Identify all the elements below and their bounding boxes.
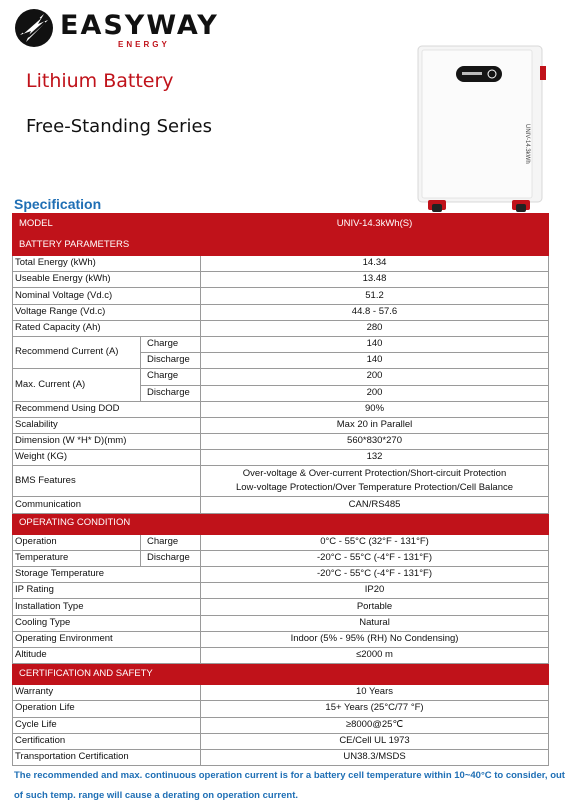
row-value: 14.34 xyxy=(201,256,549,272)
row-value: 44.8 - 57.6 xyxy=(201,304,549,320)
table-row xyxy=(13,401,549,417)
row-label: IP Rating xyxy=(13,583,201,599)
row-value xyxy=(201,466,549,497)
spec-table xyxy=(12,213,549,766)
table-row xyxy=(13,497,549,513)
row-sublabel: Charge xyxy=(141,336,201,352)
brand-name: EASYWAY xyxy=(60,10,219,41)
row-label: Certification xyxy=(13,733,201,749)
brand-logo-icon xyxy=(14,8,54,48)
table-row xyxy=(13,320,549,336)
row-label: Voltage Range (Vd.c) xyxy=(13,304,201,320)
row-label: Altitude xyxy=(13,647,201,663)
spec-title: Specification xyxy=(14,196,102,212)
section-operating-label: OPERATING CONDITION xyxy=(13,513,549,534)
brand-sub: ENERGY xyxy=(118,40,170,49)
row-value: Max 20 in Parallel xyxy=(201,417,549,433)
bms-line-1: Over-voltage & Over-current Protection/Short-circuit Protection xyxy=(242,468,507,480)
row-value: 140 xyxy=(201,353,549,369)
row-value: CE/Cell UL 1973 xyxy=(201,733,549,749)
section-header xyxy=(13,513,549,534)
table-row xyxy=(13,749,549,765)
table-row xyxy=(13,369,549,385)
row-value: 560*830*270 xyxy=(201,434,549,450)
row-label: Scalability xyxy=(13,417,201,433)
row-value: -20°C - 55°C (-4°F - 131°F) xyxy=(201,550,549,566)
table-row xyxy=(13,288,549,304)
table-row xyxy=(13,631,549,647)
table-row xyxy=(13,450,549,466)
row-label: BMS Features xyxy=(13,466,201,497)
battery-product-image xyxy=(412,44,552,214)
row-sublabel: Discharge xyxy=(141,353,201,369)
row-value: 140 xyxy=(201,336,549,352)
row-sublabel: Discharge xyxy=(141,385,201,401)
row-sublabel: Charge xyxy=(141,369,201,385)
row-label: Recommend Using DOD xyxy=(13,401,201,417)
row-label: Rated Capacity (Ah) xyxy=(13,320,201,336)
model-row xyxy=(13,214,549,235)
row-label: Communication xyxy=(13,497,201,513)
row-label: Temperature xyxy=(13,550,141,566)
table-row xyxy=(13,434,549,450)
row-value: UN38.3/MSDS xyxy=(201,749,549,765)
row-value: Portable xyxy=(201,599,549,615)
table-row xyxy=(13,534,549,550)
row-label: Transportation Certification xyxy=(13,749,201,765)
table-row xyxy=(13,272,549,288)
bms-line-2: Low-voltage Protection/Over Temperature Protection/Cell Balance xyxy=(235,481,514,493)
table-row xyxy=(13,336,549,352)
row-label: Cycle Life xyxy=(13,717,201,733)
row-value: CAN/RS485 xyxy=(201,497,549,513)
table-row xyxy=(13,466,549,497)
row-label: Recommend Current (A) xyxy=(13,336,141,368)
row-value: 132 xyxy=(201,450,549,466)
model-value: UNIV-14.3kWh(S) xyxy=(201,214,549,235)
row-label: Storage Temperature xyxy=(13,567,201,583)
series-title: Free-Standing Series xyxy=(26,116,212,137)
row-label: Operating Environment xyxy=(13,631,201,647)
table-row xyxy=(13,304,549,320)
row-value: 15+ Years (25°C/77 °F) xyxy=(201,701,549,717)
row-value: 200 xyxy=(201,385,549,401)
table-row xyxy=(13,599,549,615)
row-sublabel: Discharge xyxy=(141,550,201,566)
row-value: 10 Years xyxy=(201,685,549,701)
row-value: 90% xyxy=(201,401,549,417)
table-row xyxy=(13,417,549,433)
row-value: Indoor (5% - 95% (RH) No Condensing) xyxy=(201,631,549,647)
row-label: Useable Energy (kWh) xyxy=(13,272,201,288)
row-value: 0°C - 55°C (32°F - 131°F) xyxy=(201,534,549,550)
row-value: Natural xyxy=(201,615,549,631)
table-row xyxy=(13,685,549,701)
row-label: Cooling Type xyxy=(13,615,201,631)
table-row xyxy=(13,550,549,566)
section-header xyxy=(13,235,549,256)
row-value: ≥8000@25℃ xyxy=(201,717,549,733)
row-label: Warranty xyxy=(13,685,201,701)
row-label: Weight (KG) xyxy=(13,450,201,466)
product-title: Lithium Battery xyxy=(26,70,174,92)
row-value: 51.2 xyxy=(201,288,549,304)
row-label: Installation Type xyxy=(13,599,201,615)
row-label: Nominal Voltage (Vd.c) xyxy=(13,288,201,304)
row-value: ≤2000 m xyxy=(201,647,549,663)
table-row xyxy=(13,733,549,749)
row-label: Total Energy (kWh) xyxy=(13,256,201,272)
row-label: Operation xyxy=(13,534,141,550)
section-header xyxy=(13,664,549,685)
table-row xyxy=(13,615,549,631)
row-label: Dimension (W *H* D)(mm) xyxy=(13,434,201,450)
table-row xyxy=(13,567,549,583)
row-value: 200 xyxy=(201,369,549,385)
table-row xyxy=(13,647,549,663)
row-value: IP20 xyxy=(201,583,549,599)
battery-side-label: UNIV-14.3kWh xyxy=(524,124,530,164)
footnote: The recommended and max. continuous operation current is for a battery cell temperature within 10~40°C to consider, out of such temp. range will cause a derating on operation current. xyxy=(14,770,565,801)
section-certification-label: CERTIFICATION AND SAFETY xyxy=(13,664,549,685)
table-row xyxy=(13,717,549,733)
brand-logo xyxy=(14,8,219,52)
table-row xyxy=(13,256,549,272)
row-label: Max. Current (A) xyxy=(13,369,141,401)
table-row xyxy=(13,701,549,717)
row-value: 280 xyxy=(201,320,549,336)
row-label: Operation Life xyxy=(13,701,201,717)
model-label: MODEL xyxy=(13,214,201,235)
row-value: 13.48 xyxy=(201,272,549,288)
table-row xyxy=(13,583,549,599)
row-sublabel: Charge xyxy=(141,534,201,550)
row-value: -20°C - 55°C (-4°F - 131°F) xyxy=(201,567,549,583)
section-battery-label: BATTERY PARAMETERS xyxy=(13,235,549,256)
